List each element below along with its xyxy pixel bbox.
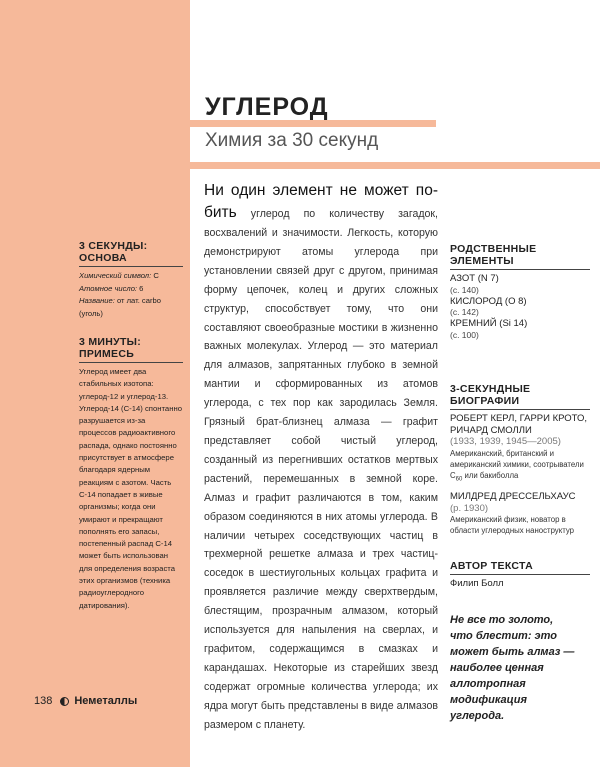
bio-name: МИЛДРЕД ДРЕССЕЛЬХАУС	[450, 491, 576, 503]
name-origin-line: Название: от лат. carbo (уголь)	[79, 296, 161, 318]
related-elements-box	[450, 243, 590, 341]
related-item-page: (с. 142)	[450, 307, 479, 317]
basics-box	[79, 240, 183, 320]
related-heading-2: ЭЛЕМЕНТЫ	[450, 255, 514, 267]
article-lead: Ни один элемент не может по- бить	[204, 182, 438, 221]
biographies-heading: 3-СЕКУНДНЫЕ БИОГРАФИИ	[450, 383, 531, 407]
main-article	[204, 180, 438, 734]
mix-heading-1: 3 МИНУТЫ:	[79, 336, 142, 348]
author-rule	[450, 574, 590, 575]
bio-years: (р. 1930)	[450, 502, 489, 514]
related-item-name: КРЕМНИЙ (Si 14)	[450, 318, 528, 329]
related-rule	[450, 269, 590, 270]
half-circle-icon	[60, 697, 69, 706]
bio-description: Американский, британский и американский химики, соотрыватели $C_{60}$ или бакиболла	[450, 448, 584, 483]
related-item-name: АЗОТ (N 7)	[450, 273, 499, 284]
author-heading: АВТОР ТЕКСТА	[450, 560, 533, 572]
mix-box	[79, 336, 183, 612]
related-item-page: (с. 140)	[450, 284, 479, 295]
biographies-rule	[450, 409, 590, 410]
mix-heading-2: ПРИМЕСЬ	[79, 348, 135, 360]
page-subtitle: Химия за 30 секунд	[205, 130, 379, 151]
pull-quote: Не все то золото, что блестит: это может быть алмаз — наиболее ценная аллотропная модификация углерода.	[450, 614, 575, 722]
bio-years: (1933, 1939, 1945—2005)	[450, 436, 561, 447]
related-heading-1: РОДСТВЕННЫЕ	[450, 243, 537, 255]
related-item-name: КИСЛОРОД (O 8)	[450, 295, 527, 307]
symbol-line: Химический символ: C	[79, 271, 159, 280]
page-title: УГЛЕРОД	[205, 93, 329, 121]
mix-text: Углерод имеет два стабильных изотопа: углерод-12 и углерод-13. Углерод-14 (С-14) спонтанно разрушается из-за процессов радиоактивного распада, однако постоянно присутствует в атмосфере благодаря ядерным реакциям с азотом. Часть С-14 попадает в живые организмы; когда они умирают и прекращают пополнять его запасы, постепенный распад С-14 может быть использован для определения возраста этих организмов (техника радиоуглеродного датирования).	[79, 367, 182, 610]
mix-rule	[79, 362, 183, 363]
page-number: 138	[34, 695, 53, 707]
bio-names: РОБЕРТ КЕРЛ, ГАРРИ КРОТО, РИЧАРД СМОЛЛИ	[450, 413, 588, 436]
basics-heading-2: ОСНОВА	[79, 252, 127, 264]
title-accent-bar-bottom	[190, 162, 600, 169]
basics-rule	[79, 266, 183, 267]
related-item-page: (с. 100)	[450, 329, 479, 340]
atomic-number-line: Атомное число: 6	[79, 283, 144, 293]
author-box	[450, 560, 590, 590]
biographies-box	[450, 383, 590, 536]
author-name: Филип Болл	[450, 578, 504, 589]
article-body: углерод по количеству загадок, восхвалений и значимости. Легкость, которую демонстрируют атомы углерода при установлении связей друг с другом, принимая форму цепочек, колец и других сложных структур, способствует тому, что они составляют своеобразные мостики в жизненно важных молекулах. Углерод — это материал для алмазов, запрятанных глубоко в земной мантии и сформированных из атомов углерода, с тех пор как зародилась Земля. Грязный брат-близнец алмаза — графит представляет собой чистый углерод, созданный из перегнивших остатков мертвых растений, перемешанных в земной коре. Алмаз и графит различаются в том, каким образом соединяются в них атомы углерода. В наличии четырех соседствующих частиц в трехмерной решетке алмаза и трех частиц-соседок в шестиугольных кольцах графита и проявляется различие между сверхтвердым, блестящим, прозрачным алмазом, который используется для напыления на сверлах, и графитом, содержащимся в смазках и карандашах. Некоторые из старейших звезд содержат огромные количества углерода; их ядра могут быть представлены в виде алмазов размером с планету.	[204, 208, 438, 731]
basics-heading-1: 3 СЕКУНДЫ:	[79, 240, 148, 252]
section-name: Неметаллы	[74, 695, 138, 707]
bio-description: Американский физик, новатор в области углеродных наноструктур	[450, 515, 575, 536]
page-footer	[34, 695, 137, 707]
